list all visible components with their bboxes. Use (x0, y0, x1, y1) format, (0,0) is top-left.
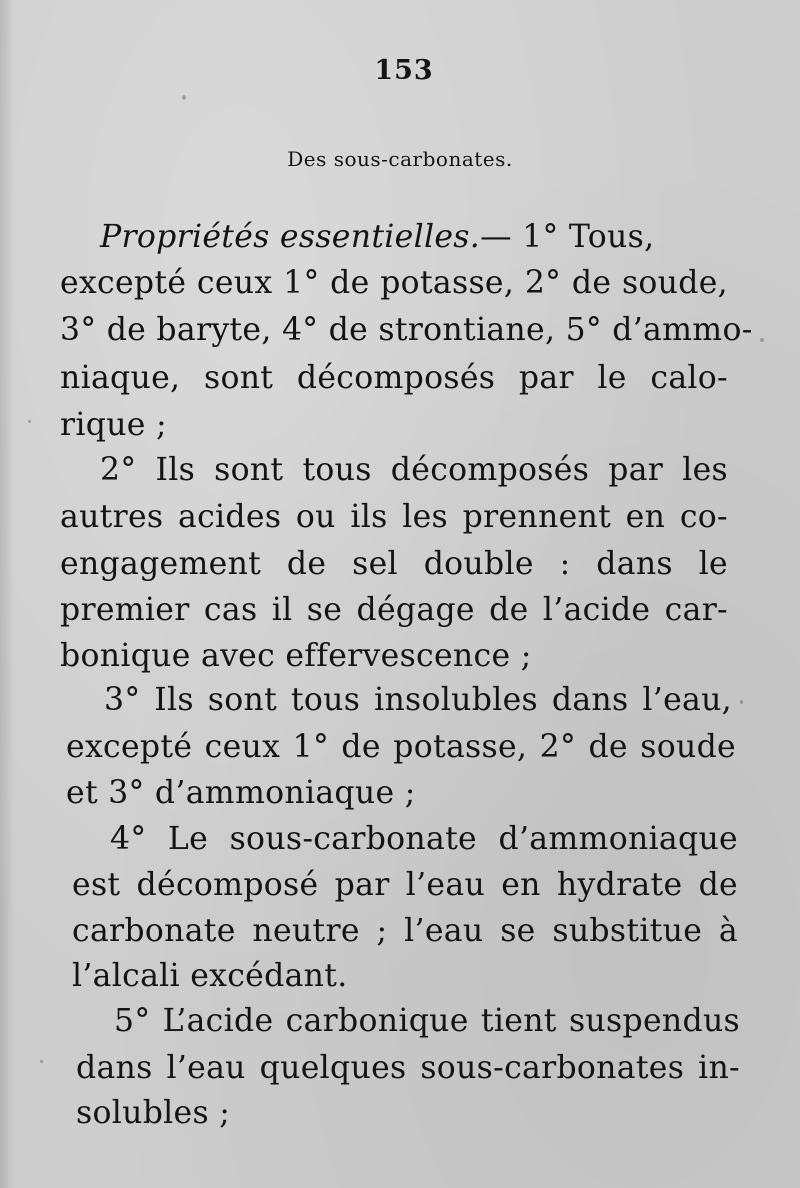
text-line: 4° Le sous-carbonate d’ammoniaque (110, 821, 738, 857)
text-line: excepté ceux 1° de potasse, 2° de soude, (60, 265, 728, 301)
text-line: est décomposé par l’eau en hydrate de (72, 867, 738, 903)
paper-speck (760, 338, 764, 342)
italic-lead: Propriétés essentielles.— 1° Tous, (100, 219, 655, 255)
text-line: excepté ceux 1° de potasse, 2° de soude (66, 729, 736, 765)
text-line: l’alcali excédant. (72, 958, 348, 994)
page-number: 153 (374, 55, 434, 86)
text-line: 3° Ils sont tous insolubles dans l’eau, (104, 682, 732, 718)
text-line: bonique avec effervescence ; (60, 638, 532, 674)
paper-speck (40, 1060, 43, 1063)
paper-speck (182, 95, 186, 100)
text-line: 3° de baryte, 4° de strontiane, 5° d’ammo- (60, 312, 753, 348)
text-line: premier cas il se dégage de l’acide car- (60, 592, 728, 628)
text-line: et 3° d’ammoniaque ; (66, 775, 416, 811)
text-line: rique ; (60, 407, 167, 443)
text-line: engagement de sel double : dans le (60, 546, 728, 582)
text-line: dans l’eau quelques sous-carbonates in- (76, 1050, 740, 1086)
section-heading: Des sous-carbonates. (287, 147, 513, 171)
text-line: niaque, sont décomposés par le calo- (60, 360, 728, 396)
paper-speck (28, 420, 31, 423)
text-line: 5° L’acide carbonique tient suspendus (114, 1003, 740, 1039)
text-line: solubles ; (76, 1095, 231, 1131)
text-line: autres acides ou ils les prennent en co- (60, 499, 728, 535)
text-line: 2° Ils sont tous décomposés par les (100, 452, 728, 488)
paper-speck (740, 700, 743, 704)
text-line: carbonate neutre ; l’eau se substitue à (72, 913, 738, 949)
text-line (100, 219, 728, 255)
